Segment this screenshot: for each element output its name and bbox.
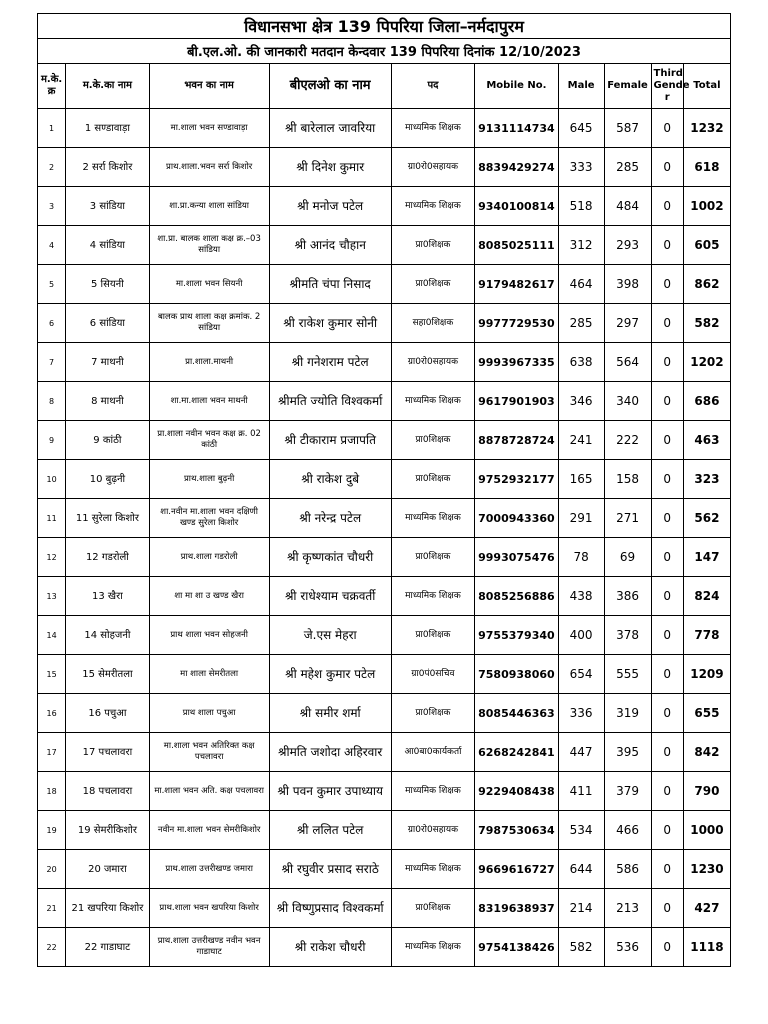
cell-blo-name: श्री ललित पटेल	[269, 811, 391, 850]
cell-male: 447	[558, 733, 604, 772]
cell-male: 78	[558, 538, 604, 577]
table-row	[38, 811, 731, 850]
cell-booth-name: 4 सांडिया	[66, 226, 149, 265]
header-male: Male	[558, 64, 604, 109]
cell-third-gender: 0	[651, 421, 683, 460]
cell-pad: माध्यमिक शिक्षक	[391, 382, 474, 421]
cell-blo-name: श्रीमति चंपा निसाद	[269, 265, 391, 304]
cell-pad: माध्यमिक शिक्षक	[391, 850, 474, 889]
cell-third-gender: 0	[651, 772, 683, 811]
cell-sno: 12	[38, 538, 66, 577]
cell-blo-name: श्री समीर शर्मा	[269, 694, 391, 733]
cell-bhavan: प्राथ.शाला गडरोली	[149, 538, 269, 577]
cell-bhavan: मा.शाला भवन सण्डावाड़ा	[149, 109, 269, 148]
cell-male: 534	[558, 811, 604, 850]
cell-bhavan: मा.शाला भवन अति. कक्ष पचलावरा	[149, 772, 269, 811]
cell-total: 1002	[683, 187, 730, 226]
cell-total: 842	[683, 733, 730, 772]
cell-total: 1118	[683, 928, 730, 967]
cell-total: 463	[683, 421, 730, 460]
cell-pad: प्रा0शिक्षक	[391, 694, 474, 733]
header-female: Female	[604, 64, 651, 109]
cell-pad: सहा0शिक्षक	[391, 304, 474, 343]
cell-bhavan: प्राथ.शाला भवन खपरिया किशोर	[149, 889, 269, 928]
cell-third-gender: 0	[651, 616, 683, 655]
cell-bhavan: प्राथ.शाला बुढ़नी	[149, 460, 269, 499]
page-subtitle: बी.एल.ओ. की जानकारी मतदान केन्दवार 139 पिपरिया दिनांक 12/10/2023	[38, 39, 731, 64]
cell-pad: ग्रा0रो0सहायक	[391, 811, 474, 850]
cell-total: 655	[683, 694, 730, 733]
cell-pad: माध्यमिक शिक्षक	[391, 499, 474, 538]
cell-blo-name: श्री गनेशराम पटेल	[269, 343, 391, 382]
cell-blo-name: श्री राकेश कुमार सोनी	[269, 304, 391, 343]
cell-male: 333	[558, 148, 604, 187]
cell-total: 147	[683, 538, 730, 577]
cell-mobile: 9993967335	[475, 343, 558, 382]
cell-female: 398	[604, 265, 651, 304]
cell-male: 638	[558, 343, 604, 382]
header-mobile: Mobile No.	[475, 64, 558, 109]
cell-female: 587	[604, 109, 651, 148]
cell-booth-name: 13 खैरा	[66, 577, 149, 616]
cell-third-gender: 0	[651, 265, 683, 304]
cell-bhavan: मा शाला सेमरीतला	[149, 655, 269, 694]
table-row	[38, 343, 731, 382]
header-third-gender: Third Gende r	[651, 64, 683, 109]
table-row	[38, 616, 731, 655]
cell-sno: 8	[38, 382, 66, 421]
cell-booth-name: 17 पचलावरा	[66, 733, 149, 772]
cell-sno: 19	[38, 811, 66, 850]
cell-third-gender: 0	[651, 109, 683, 148]
cell-total: 427	[683, 889, 730, 928]
cell-male: 346	[558, 382, 604, 421]
cell-female: 536	[604, 928, 651, 967]
cell-female: 340	[604, 382, 651, 421]
cell-pad: प्रा0शिक्षक	[391, 460, 474, 499]
cell-total: 323	[683, 460, 730, 499]
cell-booth-name: 21 खपरिया किशोर	[66, 889, 149, 928]
cell-booth-name: 8 माथनी	[66, 382, 149, 421]
cell-female: 158	[604, 460, 651, 499]
cell-bhavan: शा मा शा उ खण्ड खैरा	[149, 577, 269, 616]
cell-female: 213	[604, 889, 651, 928]
cell-bhavan: मा.शाला भवन अतिरिक्त कक्ष पचलावरा	[149, 733, 269, 772]
cell-booth-name: 6 सांडिया	[66, 304, 149, 343]
cell-male: 285	[558, 304, 604, 343]
cell-bhavan: प्राथ शाला पचुआ	[149, 694, 269, 733]
table-body	[38, 109, 731, 967]
page-title: विधानसभा क्षेत्र 139 पिपरिया जिला–नर्मदापुरम	[38, 14, 731, 39]
cell-female: 69	[604, 538, 651, 577]
cell-third-gender: 0	[651, 343, 683, 382]
cell-pad: प्रा0शिक्षक	[391, 538, 474, 577]
table-row	[38, 109, 731, 148]
header-blo-name: बीएलओ का नाम	[269, 64, 391, 109]
cell-booth-name: 5 सियनी	[66, 265, 149, 304]
table-row	[38, 850, 731, 889]
cell-blo-name: श्री राकेश दुबे	[269, 460, 391, 499]
cell-blo-name: श्रीमति जशोदा अहिरवार	[269, 733, 391, 772]
cell-blo-name: श्री आनंद चौहान	[269, 226, 391, 265]
table-row	[38, 772, 731, 811]
table-row	[38, 928, 731, 967]
table-row	[38, 694, 731, 733]
cell-mobile: 7580938060	[475, 655, 558, 694]
cell-blo-name: श्री पवन कुमार उपाध्याय	[269, 772, 391, 811]
table-row	[38, 382, 731, 421]
cell-booth-name: 15 सेमरीतला	[66, 655, 149, 694]
cell-booth-name: 1 सण्डावाड़ा	[66, 109, 149, 148]
cell-sno: 5	[38, 265, 66, 304]
cell-sno: 4	[38, 226, 66, 265]
cell-pad: माध्यमिक शिक्षक	[391, 772, 474, 811]
cell-mobile: 7000943360	[475, 499, 558, 538]
cell-total: 862	[683, 265, 730, 304]
cell-mobile: 9179482617	[475, 265, 558, 304]
cell-sno: 10	[38, 460, 66, 499]
cell-male: 518	[558, 187, 604, 226]
cell-bhavan: प्राथ.शाला उत्तरीखण्ड जमारा	[149, 850, 269, 889]
cell-third-gender: 0	[651, 148, 683, 187]
cell-sno: 3	[38, 187, 66, 226]
cell-mobile: 9617901903	[475, 382, 558, 421]
cell-female: 466	[604, 811, 651, 850]
cell-mobile: 9754138426	[475, 928, 558, 967]
cell-bhavan: प्रा.शाला.माथनी	[149, 343, 269, 382]
header-sno: म.के. क्र	[38, 64, 66, 109]
table-row	[38, 889, 731, 928]
cell-female: 586	[604, 850, 651, 889]
cell-female: 293	[604, 226, 651, 265]
cell-third-gender: 0	[651, 226, 683, 265]
cell-female: 297	[604, 304, 651, 343]
cell-mobile: 9669616727	[475, 850, 558, 889]
cell-third-gender: 0	[651, 928, 683, 967]
cell-male: 654	[558, 655, 604, 694]
table-row	[38, 460, 731, 499]
cell-sno: 6	[38, 304, 66, 343]
cell-third-gender: 0	[651, 499, 683, 538]
table-row	[38, 577, 731, 616]
cell-booth-name: 19 सेमरीकिशोर	[66, 811, 149, 850]
cell-pad: प्रा0शिक्षक	[391, 421, 474, 460]
cell-pad: प्रा0शिक्षक	[391, 616, 474, 655]
cell-total: 1000	[683, 811, 730, 850]
cell-bhavan: मा.शाला भवन सियनी	[149, 265, 269, 304]
cell-mobile: 9131114734	[475, 109, 558, 148]
cell-blo-name: श्री महेश कुमार पटेल	[269, 655, 391, 694]
cell-sno: 1	[38, 109, 66, 148]
cell-booth-name: 14 सोहजनी	[66, 616, 149, 655]
cell-blo-name: श्री दिनेश कुमार	[269, 148, 391, 187]
cell-booth-name: 11 सुरेला किशोर	[66, 499, 149, 538]
cell-mobile: 8839429274	[475, 148, 558, 187]
cell-pad: माध्यमिक शिक्षक	[391, 109, 474, 148]
cell-sno: 17	[38, 733, 66, 772]
table-row	[38, 499, 731, 538]
cell-mobile: 8085446363	[475, 694, 558, 733]
cell-mobile: 8319638937	[475, 889, 558, 928]
cell-male: 644	[558, 850, 604, 889]
cell-mobile: 8085256886	[475, 577, 558, 616]
cell-female: 378	[604, 616, 651, 655]
cell-blo-name: श्री राधेश्याम चक्रवर्ती	[269, 577, 391, 616]
cell-mobile: 9977729530	[475, 304, 558, 343]
cell-third-gender: 0	[651, 811, 683, 850]
cell-bhavan: शा.प्रा.कन्या शाला सांडिया	[149, 187, 269, 226]
cell-mobile: 9993075476	[475, 538, 558, 577]
cell-female: 271	[604, 499, 651, 538]
cell-sno: 22	[38, 928, 66, 967]
cell-booth-name: 22 गाडाघाट	[66, 928, 149, 967]
cell-third-gender: 0	[651, 655, 683, 694]
cell-female: 379	[604, 772, 651, 811]
table-row	[38, 265, 731, 304]
cell-total: 790	[683, 772, 730, 811]
cell-total: 605	[683, 226, 730, 265]
cell-female: 395	[604, 733, 651, 772]
cell-total: 582	[683, 304, 730, 343]
cell-third-gender: 0	[651, 889, 683, 928]
cell-booth-name: 16 पचुआ	[66, 694, 149, 733]
cell-sno: 13	[38, 577, 66, 616]
cell-third-gender: 0	[651, 577, 683, 616]
header-pad: पद	[391, 64, 474, 109]
cell-pad: माध्यमिक शिक्षक	[391, 928, 474, 967]
cell-bhavan: प्राथ.शाला उत्तरीखण्ड नवीन भवन गाडाघाट	[149, 928, 269, 967]
cell-blo-name: जे.एस मेहरा	[269, 616, 391, 655]
cell-female: 285	[604, 148, 651, 187]
cell-total: 824	[683, 577, 730, 616]
cell-female: 484	[604, 187, 651, 226]
cell-mobile: 9755379340	[475, 616, 558, 655]
cell-bhavan: नवीन मा.शाला भवन सेमरीकिशोर	[149, 811, 269, 850]
cell-mobile: 6268242841	[475, 733, 558, 772]
cell-booth-name: 20 जमारा	[66, 850, 149, 889]
cell-sno: 14	[38, 616, 66, 655]
blo-table	[37, 13, 731, 967]
cell-pad: प्रा0शिक्षक	[391, 226, 474, 265]
cell-female: 222	[604, 421, 651, 460]
table-row	[38, 655, 731, 694]
cell-mobile: 8878728724	[475, 421, 558, 460]
cell-male: 464	[558, 265, 604, 304]
cell-sno: 20	[38, 850, 66, 889]
table-row	[38, 148, 731, 187]
cell-total: 1232	[683, 109, 730, 148]
cell-male: 312	[558, 226, 604, 265]
header-total: Total	[683, 64, 730, 109]
cell-mobile: 8085025111	[475, 226, 558, 265]
table-row	[38, 421, 731, 460]
cell-blo-name: श्री रघुवीर प्रसाद सराठे	[269, 850, 391, 889]
cell-pad: ग्रा0पं0सचिव	[391, 655, 474, 694]
cell-blo-name: श्री नरेन्द्र पटेल	[269, 499, 391, 538]
cell-third-gender: 0	[651, 304, 683, 343]
cell-female: 555	[604, 655, 651, 694]
cell-total: 1209	[683, 655, 730, 694]
cell-pad: प्रा0शिक्षक	[391, 889, 474, 928]
cell-female: 319	[604, 694, 651, 733]
cell-male: 438	[558, 577, 604, 616]
cell-pad: माध्यमिक शिक्षक	[391, 577, 474, 616]
cell-sno: 15	[38, 655, 66, 694]
cell-total: 618	[683, 148, 730, 187]
cell-total: 686	[683, 382, 730, 421]
cell-blo-name: श्री टीकाराम प्रजापति	[269, 421, 391, 460]
table-row	[38, 226, 731, 265]
cell-booth-name: 2 सर्रा किशोर	[66, 148, 149, 187]
table-row	[38, 733, 731, 772]
cell-blo-name: श्री बारेलाल जावरिया	[269, 109, 391, 148]
cell-blo-name: श्री मनोज पटेल	[269, 187, 391, 226]
table-row	[38, 304, 731, 343]
cell-total: 1230	[683, 850, 730, 889]
cell-sno: 9	[38, 421, 66, 460]
cell-bhavan: शा.मा.शाला भवन माथनी	[149, 382, 269, 421]
cell-blo-name: श्री विष्णुप्रसाद विश्वकर्मा	[269, 889, 391, 928]
cell-third-gender: 0	[651, 382, 683, 421]
header-bhavan: भवन का नाम	[149, 64, 269, 109]
cell-bhavan: शा.नवीन मा.शाला भवन दक्षिणी खण्ड सुरेला किशोर	[149, 499, 269, 538]
cell-third-gender: 0	[651, 187, 683, 226]
cell-total: 1202	[683, 343, 730, 382]
cell-sno: 2	[38, 148, 66, 187]
cell-female: 386	[604, 577, 651, 616]
cell-third-gender: 0	[651, 460, 683, 499]
cell-third-gender: 0	[651, 538, 683, 577]
cell-male: 645	[558, 109, 604, 148]
cell-sno: 7	[38, 343, 66, 382]
cell-third-gender: 0	[651, 850, 683, 889]
header-row	[38, 64, 731, 109]
cell-mobile: 7987530634	[475, 811, 558, 850]
cell-pad: ग्रा0रो0सहायक	[391, 343, 474, 382]
cell-male: 400	[558, 616, 604, 655]
cell-third-gender: 0	[651, 733, 683, 772]
cell-bhavan: प्राथ शाला भवन सोहजनी	[149, 616, 269, 655]
cell-pad: माध्यमिक शिक्षक	[391, 187, 474, 226]
cell-female: 564	[604, 343, 651, 382]
cell-mobile: 9229408438	[475, 772, 558, 811]
cell-total: 778	[683, 616, 730, 655]
cell-booth-name: 18 पचलावरा	[66, 772, 149, 811]
cell-bhavan: प्राथ.शाला.भवन सर्रा किशोर	[149, 148, 269, 187]
cell-sno: 18	[38, 772, 66, 811]
cell-booth-name: 7 माथनी	[66, 343, 149, 382]
cell-male: 214	[558, 889, 604, 928]
cell-sno: 11	[38, 499, 66, 538]
cell-bhavan: शा.प्रा. बालक शाला कक्ष क्र.–03 सांडिया	[149, 226, 269, 265]
cell-blo-name: श्रीमति ज्योति विश्वकर्मा	[269, 382, 391, 421]
table-row	[38, 187, 731, 226]
header-booth-name: म.के.का नाम	[66, 64, 149, 109]
cell-mobile: 9752932177	[475, 460, 558, 499]
cell-third-gender: 0	[651, 694, 683, 733]
cell-pad: प्रा0शिक्षक	[391, 265, 474, 304]
cell-male: 411	[558, 772, 604, 811]
cell-male: 336	[558, 694, 604, 733]
cell-total: 562	[683, 499, 730, 538]
cell-mobile: 9340100814	[475, 187, 558, 226]
cell-booth-name: 12 गडरोली	[66, 538, 149, 577]
cell-male: 165	[558, 460, 604, 499]
cell-pad: आ0बा0कार्यकर्ता	[391, 733, 474, 772]
cell-sno: 21	[38, 889, 66, 928]
cell-male: 582	[558, 928, 604, 967]
cell-blo-name: श्री राकेश चौधरी	[269, 928, 391, 967]
cell-booth-name: 9 कांठी	[66, 421, 149, 460]
cell-pad: ग्रा0रो0सहायक	[391, 148, 474, 187]
cell-booth-name: 3 सांडिया	[66, 187, 149, 226]
cell-booth-name: 10 बुढ़नी	[66, 460, 149, 499]
cell-bhavan: बालक प्राथ शाला कक्ष क्रमांक. 2 सांडिया	[149, 304, 269, 343]
cell-male: 291	[558, 499, 604, 538]
cell-sno: 16	[38, 694, 66, 733]
cell-blo-name: श्री कृष्णकांत चौधरी	[269, 538, 391, 577]
table-row	[38, 538, 731, 577]
cell-male: 241	[558, 421, 604, 460]
cell-bhavan: प्रा.शाला नवीन भवन कक्ष क्र. 02 कांठी	[149, 421, 269, 460]
